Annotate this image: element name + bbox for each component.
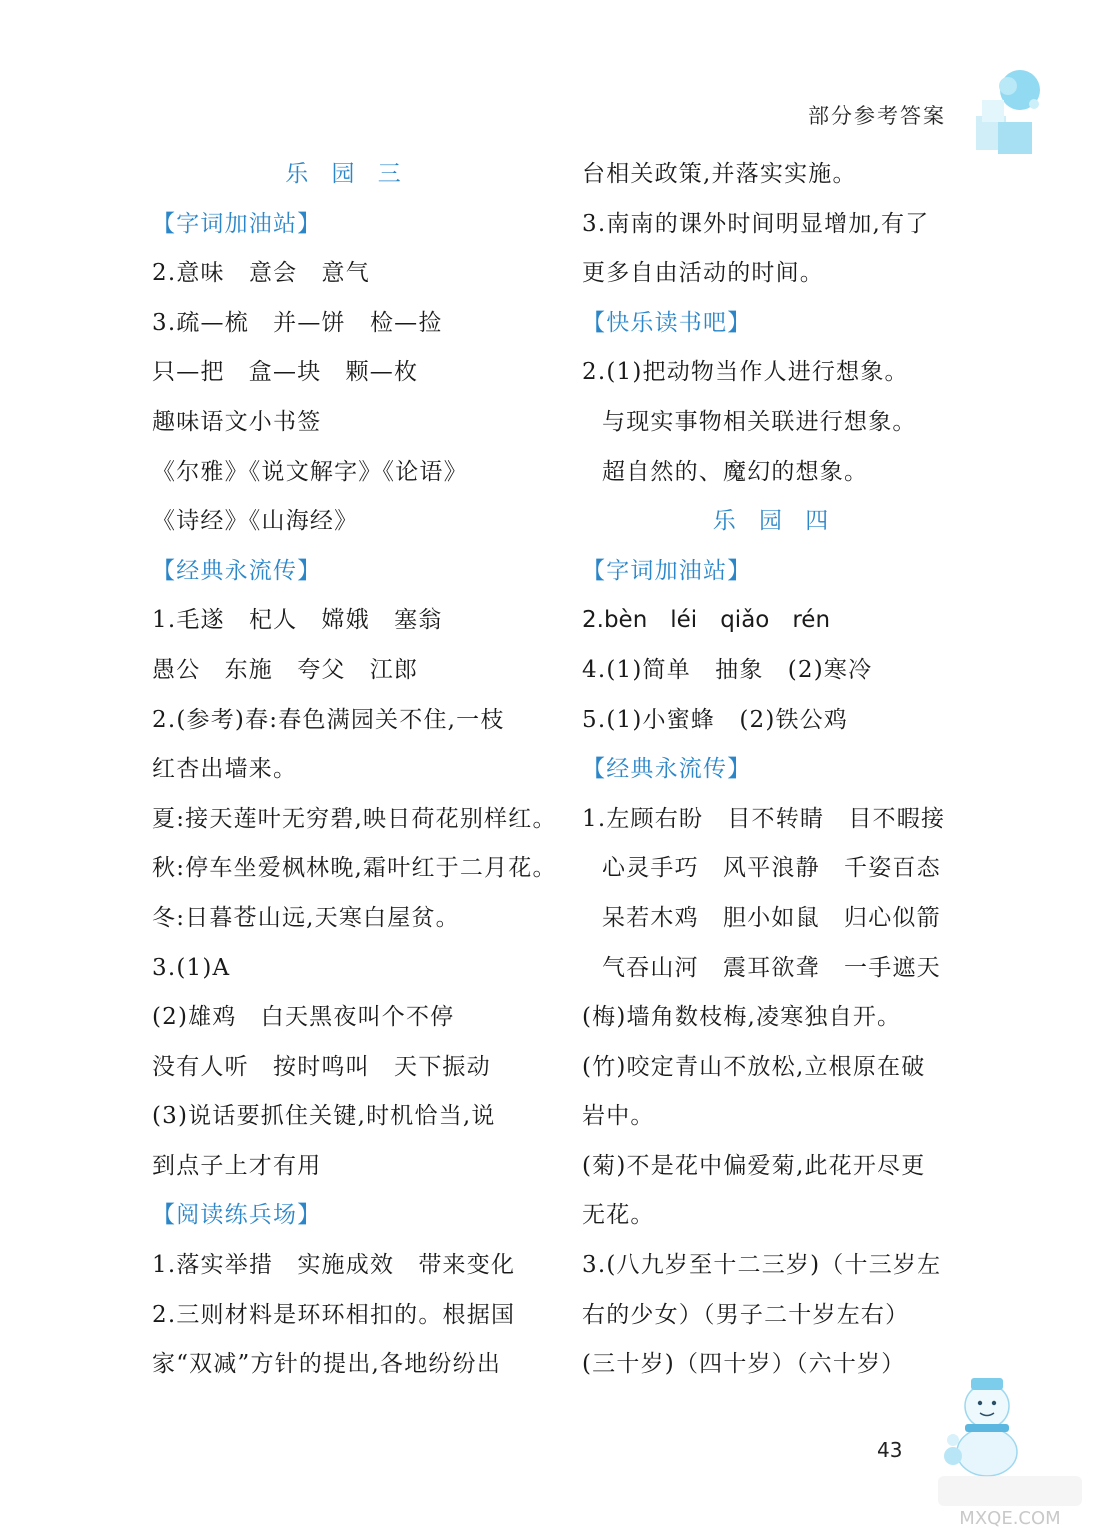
answer-line: 与现实事物相关联进行想象。 — [602, 408, 917, 435]
answer-line: 3.疏—梳 并—饼 检—捡 — [152, 309, 443, 336]
answer-line: 只—把 盒—块 颗—枚 — [152, 359, 419, 386]
section-tag: 【字词加油站】 — [582, 557, 752, 584]
answer-line: 右的少女）（男子二十岁左右） — [582, 1301, 910, 1328]
section-title: 乐 园 三 — [285, 161, 409, 187]
answer-line: 2.意味 意会 意气 — [152, 260, 370, 287]
answer-line: 2.(参考)春:春色满园关不住,一枝 — [152, 706, 505, 733]
section-tag: 【阅读练兵场】 — [152, 1202, 322, 1229]
answer-line: 呆若木鸡 胆小如鼠 归心似箭 — [602, 904, 941, 931]
answer-line: 3.南南的课外时间明显增加,有了 — [582, 210, 930, 237]
answer-line: 气吞山河 震耳欲聋 一手遮天 — [602, 954, 941, 981]
section-tag: 【经典永流传】 — [152, 557, 322, 584]
left-column — [152, 150, 557, 1390]
answer-line: (竹)咬定青山不放松,立根原在破 — [582, 1053, 926, 1080]
answer-line: (三十岁)（四十岁）（六十岁） — [582, 1351, 906, 1378]
answer-line: 冬:日暮苍山远,天寒白屋贫。 — [152, 904, 460, 931]
answer-line: 《诗经》《山海经》 — [152, 508, 359, 535]
answer-line: 1.落实举措 实施成效 带来变化 — [152, 1252, 516, 1279]
answer-line: 台相关政策,并落实实施。 — [582, 161, 857, 187]
answer-line: (3)说话要抓住关键,时机恰当,说 — [152, 1103, 496, 1130]
answer-line: 3.(1)A — [152, 954, 231, 981]
answer-line: 更多自由活动的时间。 — [582, 260, 824, 287]
answer-line: 1.左顾右盼 目不转睛 目不暇接 — [582, 805, 946, 832]
answer-line: 无花。 — [582, 1202, 655, 1229]
answer-line: 秋:停车坐爱枫林晚,霜叶红于二月花。 — [152, 855, 557, 882]
answer-line: 2.三则材料是环环相扣的。根据国 — [152, 1301, 516, 1328]
section-tag: 【快乐读书吧】 — [582, 309, 752, 336]
answer-line: 《尔雅》《说文解字》《论语》 — [152, 458, 468, 485]
answer-line: (菊)不是花中偏爱菊,此花开尽更 — [582, 1152, 926, 1179]
section-title: 乐 园 四 — [712, 508, 837, 535]
pinyin-answer-line: 2.bèn léi qiǎo rén — [582, 607, 831, 634]
right-column — [582, 150, 967, 1390]
answer-line: 夏:接天莲叶无穷碧,映日荷花别样红。 — [152, 805, 557, 832]
answer-line: (2)雄鸡 白天黑夜叫个不停 — [152, 1004, 455, 1031]
answer-line: (梅)墙角数枝梅,凌寒独自开。 — [582, 1004, 902, 1031]
answer-line: 1.毛遂 杞人 嫦娥 塞翁 — [152, 607, 443, 634]
answer-line: 心灵手巧 风平浪静 千姿百态 — [602, 855, 941, 882]
answer-line: 2.(1)把动物当作人进行想象。 — [582, 359, 909, 386]
answer-line: 趣味语文小书签 — [152, 408, 322, 435]
header-decoration-icon — [968, 60, 1048, 160]
watermark-logo-icon — [930, 1470, 1090, 1530]
answer-line: 3.(八九岁至十二三岁)（十三岁左 — [582, 1252, 942, 1279]
answer-line: 到点子上才有用 — [152, 1152, 322, 1179]
answer-line: 4.(1)简单 抽象 (2)寒冷 — [582, 656, 873, 683]
page-number: 43 — [877, 1438, 903, 1462]
section-tag: 【字词加油站】 — [152, 210, 322, 237]
section-tag: 【经典永流传】 — [582, 756, 752, 783]
header-title: 部分参考答案 — [808, 104, 946, 128]
answer-line: 家“双减”方针的提出,各地纷纷出 — [152, 1351, 502, 1378]
answer-line: 红杏出墙来。 — [152, 756, 298, 783]
answer-line: 5.(1)小蜜蜂 (2)铁公鸡 — [582, 706, 849, 733]
answer-line: 愚公 东施 夸父 江郎 — [152, 656, 419, 683]
answer-line: 超自然的、魔幻的想象。 — [602, 458, 869, 485]
snowman-icon — [935, 1370, 1045, 1480]
watermark-text: MXQE.COM — [959, 1508, 1061, 1529]
answer-line: 没有人听 按时鸣叫 天下振动 — [152, 1053, 491, 1080]
answer-line: 岩中。 — [582, 1103, 655, 1130]
